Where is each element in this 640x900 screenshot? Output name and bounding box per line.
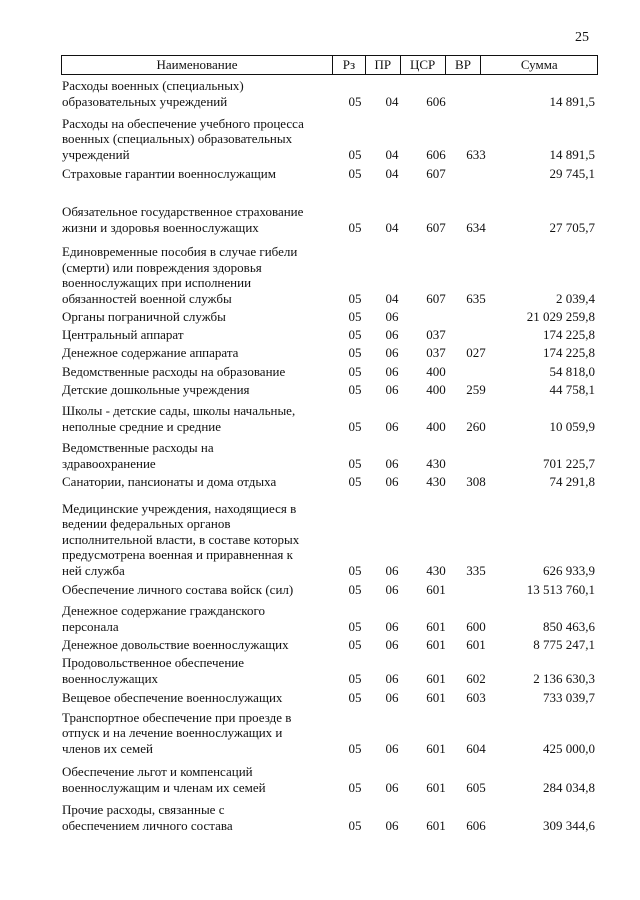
row-name: Обеспечение льгот и компенсаций военнослужащим и членам их семей xyxy=(62,764,266,795)
row-name: Санатории, пансионаты и дома отдыха xyxy=(62,473,277,489)
row-pr: 06 xyxy=(385,581,399,597)
row-name: Продовольственное обеспечение военнослужащих xyxy=(62,655,244,686)
row-name: Расходы на обеспечение учебного процесса военных (специальных) образовательных учреждений xyxy=(62,115,304,162)
row-sum: 425 000,0 xyxy=(543,740,595,756)
row-vr: 308 xyxy=(466,473,486,489)
row-csr: 601 xyxy=(426,740,446,756)
row-rz: 05 xyxy=(348,219,362,235)
row-pr: 06 xyxy=(385,363,399,379)
row-vr: 603 xyxy=(466,689,486,705)
row-pr: 06 xyxy=(385,618,399,634)
row-csr: 430 xyxy=(426,455,446,471)
row-name: Центральный аппарат xyxy=(62,326,184,342)
row-csr: 606 xyxy=(426,146,446,162)
row-pr: 04 xyxy=(385,219,399,235)
row-rz: 05 xyxy=(348,562,362,578)
row-rz: 05 xyxy=(348,93,362,109)
row-sum: 626 933,9 xyxy=(543,562,595,578)
row-csr: 607 xyxy=(426,290,446,306)
row-rz: 05 xyxy=(348,326,362,342)
row-name: Ведомственные расходы на образование xyxy=(62,363,286,379)
row-pr: 06 xyxy=(385,562,399,578)
row-csr: 430 xyxy=(426,562,446,578)
page-number: 25 xyxy=(575,30,589,45)
row-sum: 10 059,9 xyxy=(549,418,595,434)
row-name: Денежное содержание аппарата xyxy=(62,344,239,360)
row-pr: 04 xyxy=(385,165,399,181)
row-rz: 05 xyxy=(348,418,362,434)
row-rz: 05 xyxy=(348,344,362,360)
row-csr: 400 xyxy=(426,381,446,397)
row-csr: 037 xyxy=(426,344,446,360)
row-csr: 601 xyxy=(426,670,446,686)
header-pr: ПР xyxy=(366,56,401,74)
row-rz: 05 xyxy=(348,381,362,397)
row-name: Вещевое обеспечение военнослужащих xyxy=(62,689,283,705)
row-rz: 05 xyxy=(348,455,362,471)
row-sum: 14 891,5 xyxy=(549,146,595,162)
row-name: Единовременные пособия в случае гибели (смерти) или повреждения здоровья военнослужащих при исполнении обязанностей военной службы xyxy=(62,244,298,306)
row-sum: 284 034,8 xyxy=(543,779,595,795)
row-name: Школы - детские сады, школы начальные, неполные средние и средние xyxy=(62,403,296,434)
row-pr: 04 xyxy=(385,93,399,109)
row-pr: 06 xyxy=(385,779,399,795)
row-name: Страховые гарантии военнослужащим xyxy=(62,165,276,181)
row-vr: 259 xyxy=(466,381,486,397)
row-name: Медицинские учреждения, находящиеся в ведении федеральных органов исполнительной власти, в составе которых предусмотрена военная и приравненная к ней служба xyxy=(62,500,300,578)
row-vr: 602 xyxy=(466,670,486,686)
row-rz: 05 xyxy=(348,636,362,652)
row-name: Денежное содержание гражданского персонала xyxy=(62,603,265,634)
row-name: Органы пограничной службы xyxy=(62,308,226,324)
row-rz: 05 xyxy=(348,817,362,833)
row-name: Транспортное обеспечение при проезде в отпуск и на лечение военнослужащих и членов их семей xyxy=(62,709,292,756)
row-pr: 06 xyxy=(385,473,399,489)
row-csr: 037 xyxy=(426,326,446,342)
row-pr: 06 xyxy=(385,344,399,360)
row-pr: 04 xyxy=(385,290,399,306)
row-vr: 635 xyxy=(466,290,486,306)
row-sum: 8 775 247,1 xyxy=(533,636,595,652)
row-sum: 27 705,7 xyxy=(549,219,595,235)
row-rz: 05 xyxy=(348,146,362,162)
row-csr: 601 xyxy=(426,689,446,705)
row-vr: 335 xyxy=(466,562,486,578)
row-rz: 05 xyxy=(348,670,362,686)
row-sum: 44 758,1 xyxy=(549,381,595,397)
row-rz: 05 xyxy=(348,308,362,324)
row-vr: 604 xyxy=(466,740,486,756)
row-pr: 06 xyxy=(385,670,399,686)
row-vr: 605 xyxy=(466,779,486,795)
row-sum: 2 039,4 xyxy=(556,290,595,306)
row-sum: 733 039,7 xyxy=(543,689,595,705)
row-sum: 74 291,8 xyxy=(549,473,595,489)
row-csr: 601 xyxy=(426,636,446,652)
row-pr: 06 xyxy=(385,326,399,342)
row-vr: 601 xyxy=(466,636,486,652)
row-name: Прочие расходы, связанные с обеспечением личного состава xyxy=(62,802,233,833)
row-csr: 601 xyxy=(426,817,446,833)
row-sum: 701 225,7 xyxy=(543,455,595,471)
row-vr: 600 xyxy=(466,618,486,634)
row-name: Ведомственные расходы на здравоохранение xyxy=(62,440,214,471)
row-rz: 05 xyxy=(348,363,362,379)
row-rz: 05 xyxy=(348,779,362,795)
row-sum: 13 513 760,1 xyxy=(526,581,595,597)
row-pr: 06 xyxy=(385,381,399,397)
row-sum: 850 463,6 xyxy=(543,618,595,634)
row-pr: 06 xyxy=(385,689,399,705)
row-csr: 606 xyxy=(426,93,446,109)
row-sum: 54 818,0 xyxy=(549,363,595,379)
row-vr: 634 xyxy=(466,219,486,235)
row-name: Расходы военных (специальных) образовательных учреждений xyxy=(62,78,244,109)
row-csr: 601 xyxy=(426,581,446,597)
row-pr: 06 xyxy=(385,418,399,434)
row-rz: 05 xyxy=(348,290,362,306)
row-name: Денежное довольствие военнослужащих xyxy=(62,636,289,652)
row-rz: 05 xyxy=(348,618,362,634)
row-name: Детские дошкольные учреждения xyxy=(62,381,250,397)
row-sum: 21 029 259,8 xyxy=(526,308,595,324)
row-vr: 633 xyxy=(466,146,486,162)
header-vr: ВР xyxy=(446,56,482,74)
row-rz: 05 xyxy=(348,473,362,489)
row-rz: 05 xyxy=(348,581,362,597)
row-pr: 06 xyxy=(385,455,399,471)
row-csr: 430 xyxy=(426,473,446,489)
row-csr: 601 xyxy=(426,618,446,634)
row-pr: 04 xyxy=(385,146,399,162)
row-csr: 400 xyxy=(426,418,446,434)
row-sum: 14 891,5 xyxy=(549,93,595,109)
row-vr: 606 xyxy=(466,817,486,833)
row-name: Обязательное государственное страхование жизни и здоровья военнослужащих xyxy=(62,204,304,235)
header-sum: Сумма xyxy=(520,57,558,72)
row-pr: 06 xyxy=(385,740,399,756)
row-pr: 06 xyxy=(385,308,399,324)
header-rz: Рз xyxy=(333,56,366,74)
row-pr: 06 xyxy=(385,636,399,652)
header-csr: ЦСР xyxy=(401,56,446,74)
row-csr: 400 xyxy=(426,363,446,379)
row-vr: 027 xyxy=(466,344,486,360)
row-csr: 607 xyxy=(426,165,446,181)
row-pr: 06 xyxy=(385,817,399,833)
row-sum: 2 136 630,3 xyxy=(533,670,595,686)
row-sum: 174 225,8 xyxy=(543,344,595,360)
row-rz: 05 xyxy=(348,740,362,756)
row-csr: 607 xyxy=(426,219,446,235)
row-sum: 174 225,8 xyxy=(543,326,595,342)
row-name: Обеспечение личного состава войск (сил) xyxy=(62,581,294,597)
row-csr: 601 xyxy=(426,779,446,795)
row-sum: 29 745,1 xyxy=(549,165,595,181)
row-vr: 260 xyxy=(466,418,486,434)
row-sum: 309 344,6 xyxy=(543,817,595,833)
row-rz: 05 xyxy=(348,165,362,181)
row-rz: 05 xyxy=(348,689,362,705)
header-name: Наименование xyxy=(62,56,333,74)
